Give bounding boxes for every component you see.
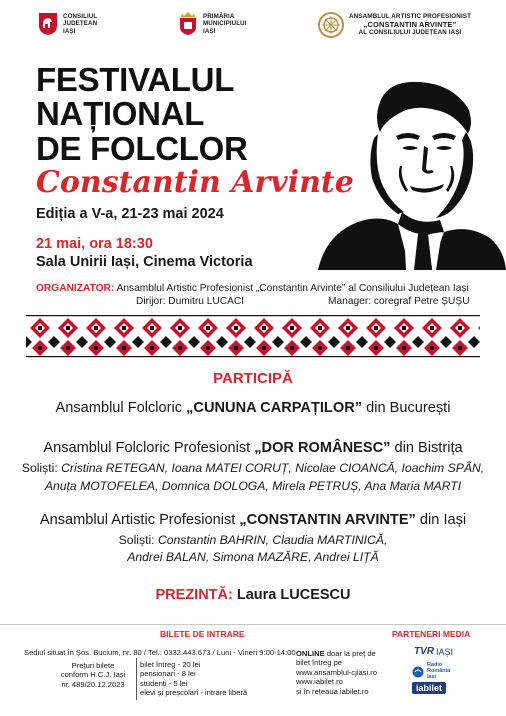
arvinte-soloists-label: Soliști: (118, 533, 158, 547)
edition-text: Ediția a V-a, 21-23 mai 2024 (36, 206, 224, 222)
link-ansamblul[interactable]: www.ansamblul-cjiasi.ro (296, 667, 378, 677)
ensemble-dor-city: din Bistrița (390, 440, 463, 456)
prezinta-line (0, 587, 506, 603)
ensemble-dor-prefix: Ansamblul Folcloric Profesionist (43, 440, 255, 456)
dirijor-text: Dirijor: Dumitru LUCACI (136, 296, 245, 307)
bilete-heading: BILETE DE INTRARE (160, 629, 245, 639)
preturi-info: Prețuri bilete conform H.C.J. Iași nr. 489/20.12.2023 (60, 661, 126, 689)
dor-soloists-label: Soliști: (21, 461, 62, 475)
ensemble-cununa (0, 400, 506, 416)
footer-separator (136, 658, 137, 700)
tarife-list: bilet întreg - 20 lei pensionari - 8 lei studenți - 5 lei elevi și preșcolari - intrare liberă (140, 660, 248, 698)
ensemble-dor-name: „DOR ROMÂNESC” (254, 440, 391, 456)
folk-motif-border (26, 314, 480, 358)
festival-title: FESTIVALUL NAȚIONAL DE FOLCLOR (36, 61, 248, 167)
ensemble-arvinte (0, 512, 506, 528)
logo-ansamblu: ANSAMBLUL ARTISTIC PROFESIONIST „CONSTANTIN ARVINTE” AL CONSILIULUI JUDEȚEAN IAȘI (318, 12, 471, 38)
organizer-label: ORGANIZATOR: (36, 283, 115, 294)
logo-primaria: PRIMĂRIA MUNICIPIULUI IAȘI (178, 12, 246, 36)
tvr-iasi-logo: TVR IAȘI (414, 646, 454, 657)
radio-wave-icon (412, 666, 424, 678)
sediu-info: Sediul situat în Șos. Bucium, nr. 80 / Tel.: 0332.443.673 / Luni - Vineri 9:00-14:00 (24, 648, 296, 657)
ensemble-dor-romanesc (0, 440, 506, 456)
arvinte-soloists-names-1: Constantin BAHRIN, Claudia MARTINICĂ, (157, 533, 388, 547)
portrait-sketch-image (318, 74, 506, 270)
dor-soloists-line1 (0, 461, 506, 475)
cj-crest-icon (38, 12, 58, 36)
logo-consiliul-judetean: CONSILIUL JUDEȚEAN IAȘI (38, 12, 97, 36)
ensemble-cununa-prefix: Ansamblul Folcloric (55, 400, 187, 416)
radio-romania-iasi-logo: Radio România Iași (412, 663, 450, 680)
dor-soloists-line2: Anuța MOTOFELEA, Domnica DOLOGA, Mirela PETRUȘ, Ana Maria MARTI (44, 479, 462, 493)
primaria-crest-icon (178, 12, 198, 36)
link-iabilet[interactable]: www.iabilet.ro (296, 677, 343, 687)
manager-text: Manager: coregraf Petre ȘUȘU (328, 296, 470, 307)
ensemble-cununa-city: din București (362, 400, 451, 416)
arvinte-soloists-line1 (0, 533, 506, 547)
event-venue: Sala Unirii Iași, Cinema Victoria (36, 254, 253, 270)
festival-name-script: Constantin Arvinte (36, 165, 354, 200)
organizer-line (36, 283, 469, 294)
ensemble-arvinte-prefix: Ansamblul Artistic Profesionist (39, 512, 240, 528)
organizer-value: Ansamblul Artistic Profesionist „Constantin Arvinte” al Consiliului Județean Iași (116, 283, 469, 294)
arvinte-soloists-line2: Andrei BALAN, Simona MAZĂRE, Andrei LIȚĂ (127, 550, 379, 564)
ansamblu-emblem-icon (318, 12, 344, 38)
footer-divider (0, 624, 506, 625)
prezinta-label: PREZINTĂ: (155, 587, 233, 603)
parteneri-heading: PARTENERI MEDIA (392, 629, 471, 639)
iabilet-logo: iabilet (412, 682, 446, 694)
ensemble-arvinte-name: „CONSTANTIN ARVINTE” (239, 512, 416, 528)
event-date: 21 mai, ora 18:30 (36, 236, 153, 252)
participa-heading: PARTICIPĂ (213, 370, 293, 387)
ensemble-arvinte-city: din Iași (415, 512, 467, 528)
presenter-name: Laura LUCESCU (236, 587, 351, 603)
dor-soloists-names-1: Cristina RETEGAN, Ioana MATEI CORUȚ, Nicolae CIOANCĂ, Ioachim SPÂN, (61, 461, 485, 475)
online-info: ONLINE doar la preț de bilet întreg pe www.ansamblul-cjiasi.ro www.iabilet.ro și în rețeaua iabilet.ro (296, 649, 378, 696)
ensemble-cununa-name: „CUNUNA CARPAȚILOR” (186, 400, 363, 416)
